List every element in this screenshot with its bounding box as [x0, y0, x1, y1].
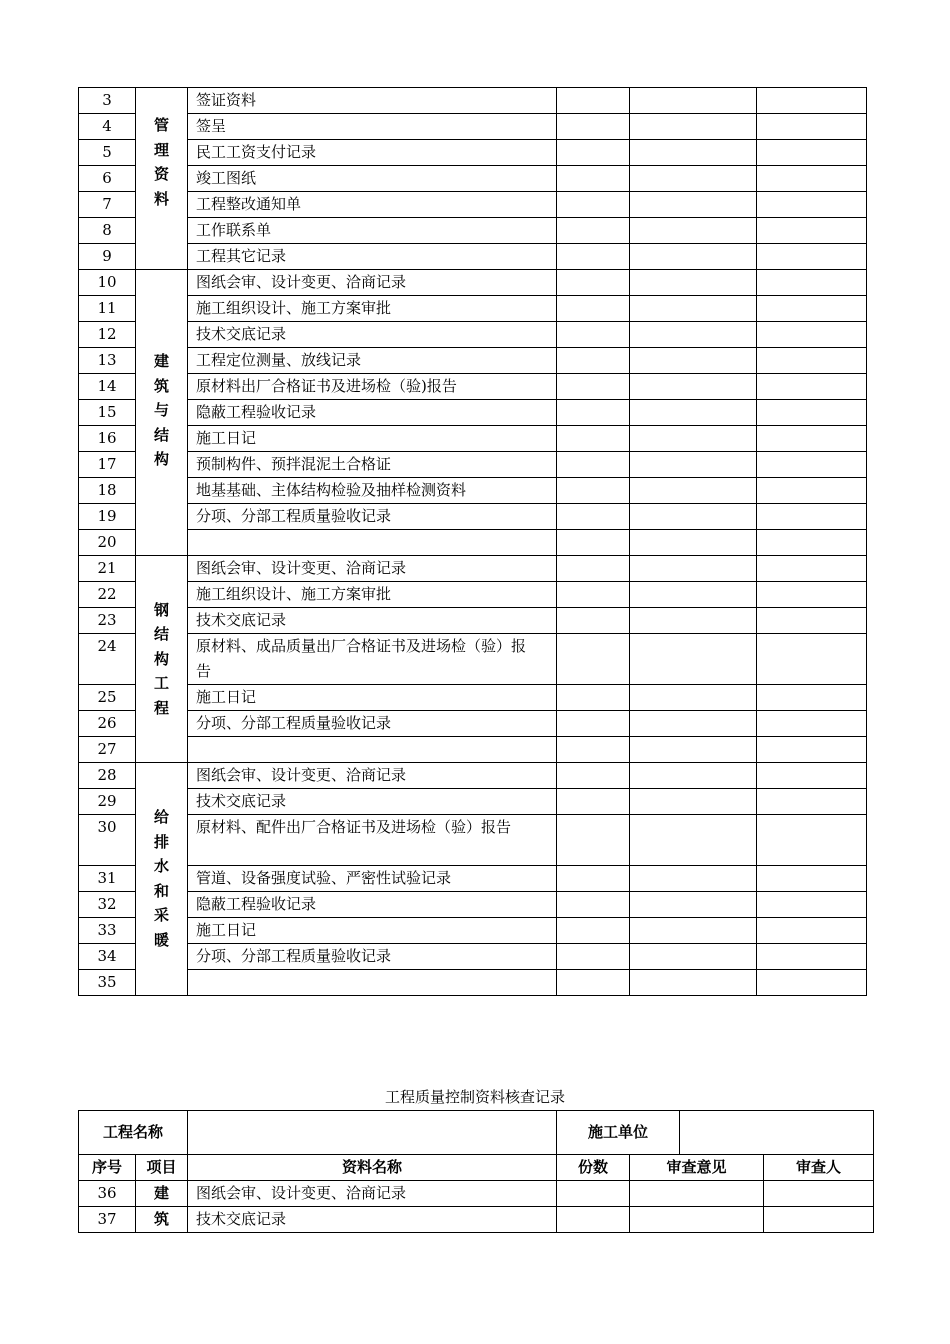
row-copies-cell[interactable] — [557, 918, 630, 944]
row-number: 12 — [79, 322, 136, 348]
material-name-text: 预制构件、预拌混泥土合格证 — [196, 455, 392, 473]
row-material-name — [188, 218, 557, 244]
row-reviewer-cell[interactable] — [757, 634, 867, 685]
material-name-text: 技术交底记录 — [196, 325, 287, 343]
row-reviewer-cell[interactable] — [757, 918, 867, 944]
row-number: 8 — [79, 218, 136, 244]
row-material-name — [188, 918, 557, 944]
row-number: 36 — [79, 1181, 136, 1207]
table-row — [79, 866, 867, 892]
material-name-text: 施工日记 — [196, 688, 257, 706]
row-reviewer-cell[interactable] — [757, 608, 867, 634]
row-reviewer-cell[interactable] — [757, 866, 867, 892]
row-material-name — [188, 504, 557, 530]
material-name-text: 分项、分部工程质量验收记录 — [196, 714, 392, 732]
table-row — [79, 970, 867, 996]
row-number: 3 — [79, 88, 136, 114]
table-row — [79, 944, 867, 970]
material-name-text: 原材料、配件出厂合格证书及进场检（验）报告 — [196, 818, 512, 836]
row-copies-cell[interactable] — [557, 452, 630, 478]
table-row — [79, 892, 867, 918]
table-row — [79, 114, 867, 140]
row-material-name — [188, 348, 557, 374]
row-copies-cell[interactable] — [557, 530, 630, 556]
row-reviewer-cell[interactable] — [757, 815, 867, 866]
row-number: 10 — [79, 270, 136, 296]
material-name-text: 图纸会审、设计变更、洽商记录 — [196, 766, 407, 784]
row-number: 28 — [79, 763, 136, 789]
row-copies-cell[interactable] — [557, 374, 630, 400]
row-reviewer-cell[interactable] — [757, 374, 867, 400]
row-material-name: 技术交底记录 — [188, 1207, 557, 1233]
table-row — [79, 711, 867, 737]
row-reviewer-cell[interactable] — [757, 400, 867, 426]
row-copies-cell[interactable] — [557, 296, 630, 322]
row-reviewer-cell[interactable] — [757, 296, 867, 322]
row-number: 5 — [79, 140, 136, 166]
material-name-text: 施工组织设计、施工方案审批 — [196, 299, 392, 317]
row-copies-cell[interactable] — [557, 192, 630, 218]
row-material-name — [188, 270, 557, 296]
row-reviewer-cell[interactable] — [757, 88, 867, 114]
row-copies-cell[interactable] — [557, 270, 630, 296]
row-opinion-cell[interactable] — [630, 504, 757, 530]
row-number: 20 — [79, 530, 136, 556]
row-material-name — [188, 685, 557, 711]
row-reviewer-cell[interactable] — [757, 504, 867, 530]
project-name-field[interactable] — [188, 1111, 557, 1155]
row-material-name — [188, 711, 557, 737]
row-reviewer-cell[interactable] — [757, 789, 867, 815]
table-row — [79, 582, 867, 608]
row-material-name — [188, 556, 557, 582]
row-opinion-cell[interactable] — [630, 944, 757, 970]
table-row — [79, 348, 867, 374]
row-number: 11 — [79, 296, 136, 322]
material-name-text: 技术交底记录 — [196, 611, 287, 629]
row-copies-cell[interactable] — [557, 426, 630, 452]
table-row — [79, 218, 867, 244]
row-reviewer-cell[interactable] — [757, 711, 867, 737]
header-name: 资料名称 — [188, 1155, 557, 1181]
category-label: 给排水和采暖 — [153, 808, 169, 949]
row-number: 34 — [79, 944, 136, 970]
row-copies-cell[interactable] — [557, 114, 630, 140]
row-number: 33 — [79, 918, 136, 944]
row-item: 建 — [136, 1181, 188, 1207]
row-copies-cell[interactable] — [557, 478, 630, 504]
category-cell — [136, 556, 188, 763]
row-copies-cell[interactable] — [557, 218, 630, 244]
row-number: 27 — [79, 737, 136, 763]
row-copies-cell[interactable] — [557, 944, 630, 970]
row-material-name — [188, 944, 557, 970]
row-copies-cell[interactable] — [557, 140, 630, 166]
row-opinion-cell[interactable] — [630, 374, 757, 400]
header-no: 序号 — [79, 1155, 136, 1181]
row-reviewer-cell[interactable] — [757, 322, 867, 348]
row-opinion-cell[interactable] — [630, 530, 757, 556]
row-number: 18 — [79, 478, 136, 504]
table-row — [79, 296, 867, 322]
table-row — [79, 322, 867, 348]
row-opinion-cell[interactable] — [630, 400, 757, 426]
material-name-text: 分项、分部工程质量验收记录 — [196, 507, 392, 525]
table-row — [79, 763, 867, 789]
row-reviewer-cell[interactable] — [757, 582, 867, 608]
row-opinion-cell[interactable] — [630, 478, 757, 504]
row-number: 21 — [79, 556, 136, 582]
row-opinion-cell[interactable] — [630, 711, 757, 737]
row-reviewer-cell[interactable] — [757, 737, 867, 763]
row-material-name — [188, 737, 557, 763]
header-copies: 份数 — [557, 1155, 630, 1181]
material-name-text: 竣工图纸 — [196, 169, 257, 187]
row-copies-cell[interactable] — [557, 582, 630, 608]
row-material-name — [188, 400, 557, 426]
row-number: 25 — [79, 685, 136, 711]
category-cell — [136, 270, 188, 556]
row-reviewer-cell[interactable] — [757, 452, 867, 478]
row-copies-cell[interactable] — [557, 400, 630, 426]
material-name-text: 原材料出厂合格证书及进场检（验)报告 — [196, 377, 457, 395]
row-opinion-cell[interactable] — [630, 1181, 764, 1207]
row-copies-cell[interactable] — [557, 634, 630, 685]
row-number: 23 — [79, 608, 136, 634]
row-reviewer-cell[interactable] — [757, 348, 867, 374]
row-reviewer-cell[interactable] — [757, 530, 867, 556]
material-name-text: 技术交底记录 — [196, 792, 287, 810]
row-reviewer-cell[interactable] — [757, 556, 867, 582]
row-copies-cell[interactable] — [557, 685, 630, 711]
row-material-name — [188, 866, 557, 892]
table-row — [79, 789, 867, 815]
row-opinion-cell[interactable] — [630, 918, 757, 944]
row-reviewer-cell[interactable] — [757, 970, 867, 996]
material-name-text: 隐蔽工程验收记录 — [196, 403, 317, 421]
row-copies-cell[interactable] — [557, 504, 630, 530]
table-row — [79, 556, 867, 582]
row-copies-cell[interactable] — [557, 348, 630, 374]
row-material-name — [188, 88, 557, 114]
row-material-name: 图纸会审、设计变更、洽商记录 — [188, 1181, 557, 1207]
row-material-name — [188, 114, 557, 140]
table-row — [79, 478, 867, 504]
row-copies-cell[interactable] — [557, 970, 630, 996]
material-name-text: 工程其它记录 — [196, 247, 287, 265]
table-row — [79, 400, 867, 426]
material-name-text: 签呈 — [196, 117, 227, 135]
row-copies-cell[interactable] — [557, 1207, 630, 1233]
row-number: 35 — [79, 970, 136, 996]
row-material-name — [188, 634, 557, 685]
table-row — [79, 426, 867, 452]
project-name-label: 工程名称 — [79, 1111, 188, 1155]
row-opinion-cell[interactable] — [630, 166, 757, 192]
row-number: 6 — [79, 166, 136, 192]
row-material-name — [188, 166, 557, 192]
row-number: 16 — [79, 426, 136, 452]
table-row — [79, 374, 867, 400]
row-reviewer-cell[interactable] — [757, 478, 867, 504]
row-material-name — [188, 789, 557, 815]
material-name-text: 民工工资支付记录 — [196, 143, 317, 161]
row-opinion-cell[interactable] — [630, 892, 757, 918]
row-opinion-cell[interactable] — [630, 192, 757, 218]
row-opinion-cell[interactable] — [630, 789, 757, 815]
row-opinion-cell[interactable] — [630, 426, 757, 452]
row-material-name — [188, 970, 557, 996]
table-row — [79, 737, 867, 763]
table-row — [79, 685, 867, 711]
header-reviewer: 审查人 — [764, 1155, 874, 1181]
row-reviewer-cell[interactable] — [757, 426, 867, 452]
row-opinion-cell[interactable] — [630, 737, 757, 763]
row-copies-cell[interactable] — [557, 892, 630, 918]
table-row — [79, 1207, 874, 1233]
row-opinion-cell[interactable] — [630, 1207, 764, 1233]
contractor-label: 施工单位 — [557, 1111, 680, 1155]
row-material-name — [188, 530, 557, 556]
row-material-name — [188, 140, 557, 166]
row-material-name — [188, 478, 557, 504]
table-row — [79, 504, 867, 530]
row-copies-cell[interactable] — [557, 866, 630, 892]
row-number: 22 — [79, 582, 136, 608]
row-reviewer-cell[interactable] — [757, 763, 867, 789]
material-name-text: 工程定位测量、放线记录 — [196, 351, 362, 369]
material-name-text: 工程整改通知单 — [196, 195, 302, 213]
table-row — [79, 192, 867, 218]
row-number: 31 — [79, 866, 136, 892]
row-reviewer-cell[interactable] — [757, 114, 867, 140]
row-material-name — [188, 322, 557, 348]
material-name-text: 分项、分部工程质量验收记录 — [196, 947, 392, 965]
table-row — [79, 608, 867, 634]
table-row — [79, 88, 867, 114]
row-reviewer-cell[interactable] — [757, 192, 867, 218]
row-material-name — [188, 763, 557, 789]
material-name-text: 隐蔽工程验收记录 — [196, 895, 317, 913]
header-opinion: 审查意见 — [630, 1155, 764, 1181]
row-opinion-cell[interactable] — [630, 244, 757, 270]
row-material-name — [188, 582, 557, 608]
row-copies-cell[interactable] — [557, 1181, 630, 1207]
row-opinion-cell[interactable] — [630, 582, 757, 608]
category-label: 建筑与结构 — [153, 352, 169, 469]
row-copies-cell[interactable] — [557, 763, 630, 789]
row-item: 筑 — [136, 1207, 188, 1233]
category-cell — [136, 763, 188, 996]
material-name-text: 管道、设备强度试验、严密性试验记录 — [196, 869, 452, 887]
row-number: 14 — [79, 374, 136, 400]
row-reviewer-cell[interactable] — [757, 166, 867, 192]
row-reviewer-cell[interactable] — [757, 944, 867, 970]
category-label: 钢结构工程 — [153, 600, 169, 717]
header-row — [79, 1155, 874, 1181]
row-opinion-cell[interactable] — [630, 815, 757, 866]
row-reviewer-cell[interactable] — [764, 1181, 874, 1207]
row-copies-cell[interactable] — [557, 166, 630, 192]
table-row — [79, 530, 867, 556]
material-name-text: 工作联系单 — [196, 221, 272, 239]
row-material-name — [188, 192, 557, 218]
row-material-name — [188, 608, 557, 634]
row-copies-cell[interactable] — [557, 737, 630, 763]
material-name-text: 原材料、成品质量出厂合格证书及进场检（验）报告 — [196, 637, 527, 680]
row-copies-cell[interactable] — [557, 322, 630, 348]
material-check-table — [78, 87, 867, 996]
row-copies-cell[interactable] — [557, 789, 630, 815]
material-name-text: 图纸会审、设计变更、洽商记录 — [196, 559, 407, 577]
row-opinion-cell[interactable] — [630, 322, 757, 348]
material-name-text: 施工组织设计、施工方案审批 — [196, 585, 392, 603]
row-material-name — [188, 892, 557, 918]
row-number: 15 — [79, 400, 136, 426]
quality-control-record-table — [78, 1110, 874, 1233]
row-reviewer-cell[interactable] — [757, 270, 867, 296]
row-material-name — [188, 296, 557, 322]
row-number: 13 — [79, 348, 136, 374]
row-reviewer-cell[interactable] — [757, 218, 867, 244]
row-number: 7 — [79, 192, 136, 218]
row-number: 17 — [79, 452, 136, 478]
row-opinion-cell[interactable] — [630, 970, 757, 996]
form-title: 工程质量控制资料核查记录 — [384, 1088, 565, 1106]
row-copies-cell[interactable] — [557, 244, 630, 270]
row-reviewer-cell[interactable] — [764, 1207, 874, 1233]
row-reviewer-cell[interactable] — [757, 892, 867, 918]
row-copies-cell[interactable] — [557, 815, 630, 866]
category-cell — [136, 88, 188, 270]
row-opinion-cell[interactable] — [630, 296, 757, 322]
row-number: 26 — [79, 711, 136, 737]
table-row — [79, 815, 867, 866]
row-number: 37 — [79, 1207, 136, 1233]
row-material-name — [188, 452, 557, 478]
row-copies-cell[interactable] — [557, 88, 630, 114]
table-row — [79, 244, 867, 270]
row-opinion-cell[interactable] — [630, 88, 757, 114]
table-row — [79, 140, 867, 166]
row-reviewer-cell[interactable] — [757, 685, 867, 711]
row-copies-cell[interactable] — [557, 711, 630, 737]
row-material-name — [188, 374, 557, 400]
row-opinion-cell[interactable] — [630, 218, 757, 244]
row-reviewer-cell[interactable] — [757, 140, 867, 166]
contractor-field[interactable] — [680, 1111, 874, 1155]
row-number: 29 — [79, 789, 136, 815]
row-opinion-cell[interactable] — [630, 763, 757, 789]
table-row — [79, 634, 867, 685]
row-number: 30 — [79, 815, 136, 866]
row-opinion-cell[interactable] — [630, 556, 757, 582]
row-reviewer-cell[interactable] — [757, 244, 867, 270]
row-material-name — [188, 426, 557, 452]
row-opinion-cell[interactable] — [630, 140, 757, 166]
header-item: 项目 — [136, 1155, 188, 1181]
row-opinion-cell[interactable] — [630, 685, 757, 711]
table-row — [79, 918, 867, 944]
row-opinion-cell[interactable] — [630, 608, 757, 634]
row-copies-cell[interactable] — [557, 608, 630, 634]
material-name-text: 地基基础、主体结构检验及抽样检测资料 — [196, 481, 467, 499]
row-opinion-cell[interactable] — [630, 866, 757, 892]
row-number: 9 — [79, 244, 136, 270]
row-material-name — [188, 815, 557, 866]
row-number: 24 — [79, 634, 136, 685]
material-name-text: 图纸会审、设计变更、洽商记录 — [196, 273, 407, 291]
row-number: 4 — [79, 114, 136, 140]
row-number: 19 — [79, 504, 136, 530]
row-opinion-cell[interactable] — [630, 114, 757, 140]
table-row — [79, 166, 867, 192]
row-material-name — [188, 244, 557, 270]
material-name-text: 施工日记 — [196, 921, 257, 939]
row-opinion-cell[interactable] — [630, 634, 757, 685]
table-row — [79, 270, 867, 296]
category-label: 管理资料 — [153, 116, 169, 208]
row-opinion-cell[interactable] — [630, 452, 757, 478]
table-row — [79, 1181, 874, 1207]
material-name-text: 签证资料 — [196, 91, 257, 109]
table-row — [79, 452, 867, 478]
row-number: 32 — [79, 892, 136, 918]
row-copies-cell[interactable] — [557, 556, 630, 582]
project-info-row — [79, 1111, 874, 1155]
row-opinion-cell[interactable] — [630, 348, 757, 374]
material-name-text: 施工日记 — [196, 429, 257, 447]
row-opinion-cell[interactable] — [630, 270, 757, 296]
